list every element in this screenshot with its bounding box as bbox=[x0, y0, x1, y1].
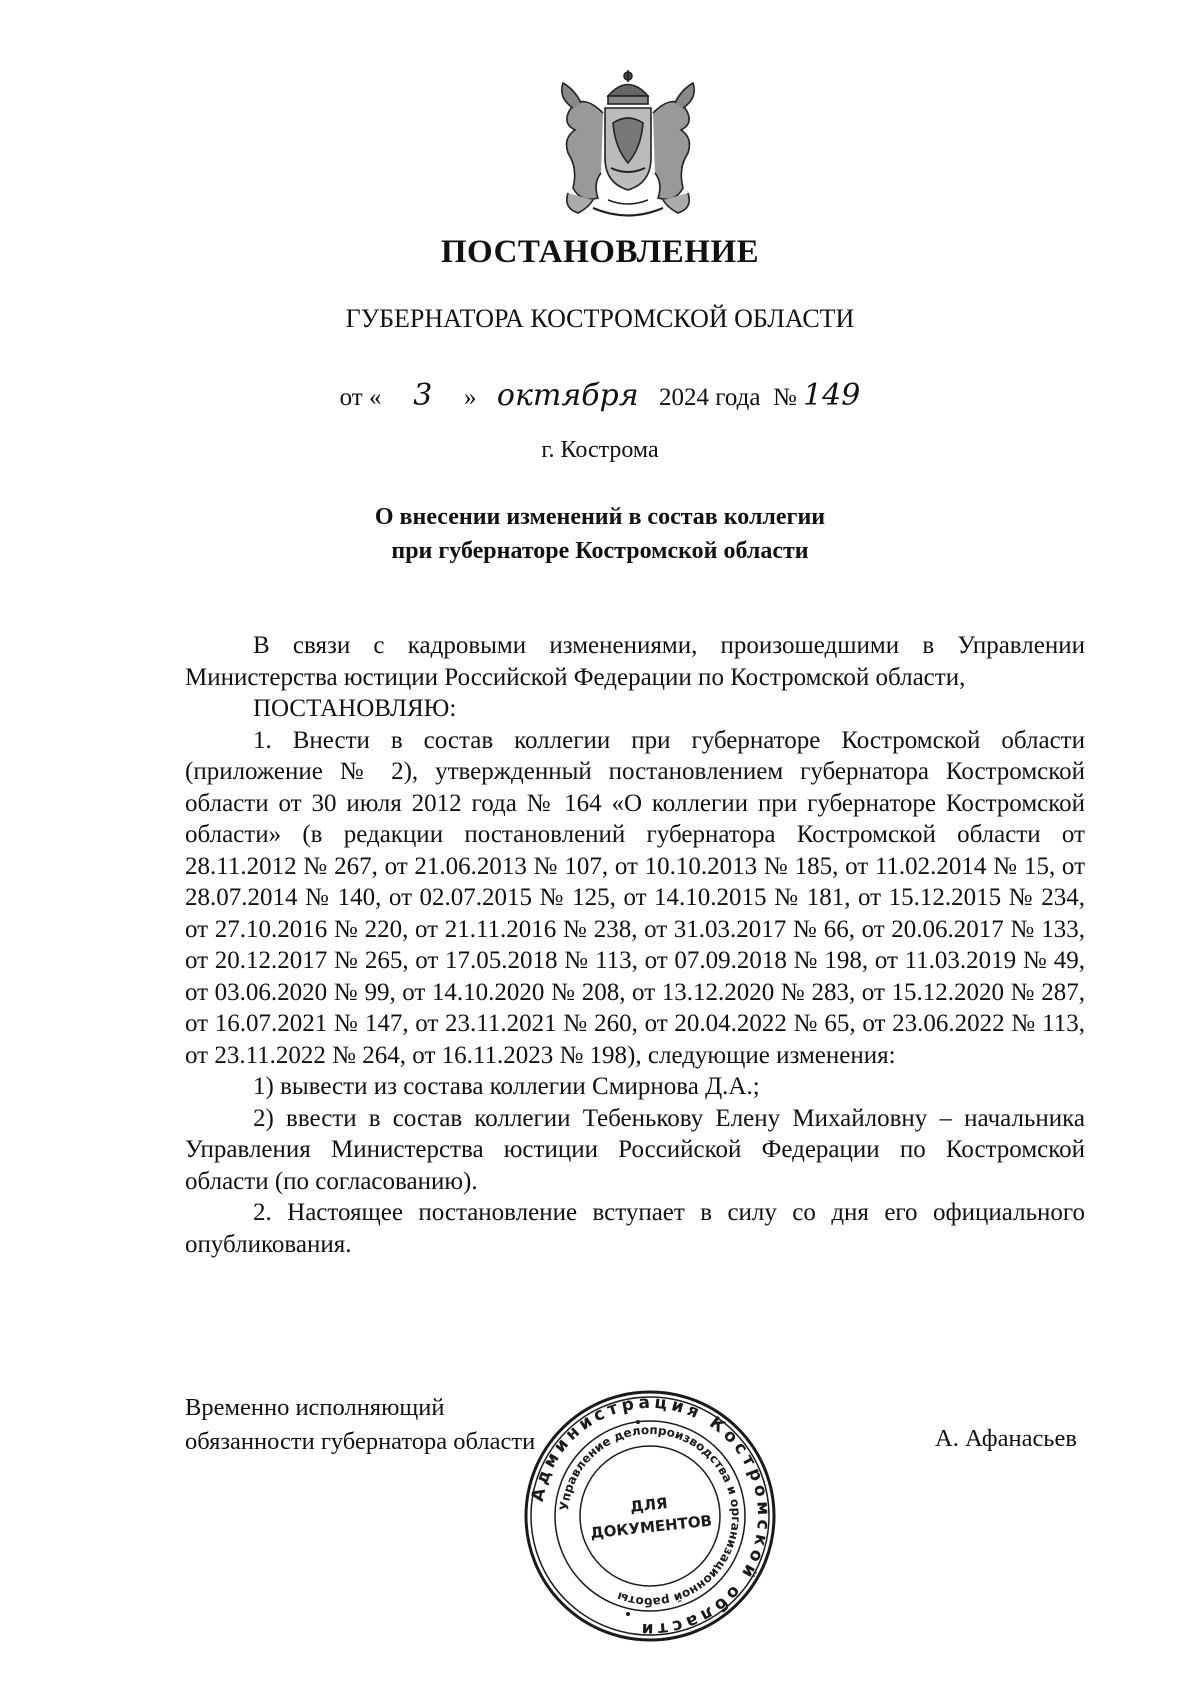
number-prefix: № bbox=[772, 384, 797, 411]
position-line-1: Временно исполняющий bbox=[185, 1394, 445, 1421]
item-1-paragraph: 1. Внести в состав коллегии при губернаторе Костромской области (приложение № 2), утвержденный постановлением губернатора Костромской области от 30 июля 2012 года № 164 «О коллегии при губернаторе Костромской области» (в редакции постановлений губернатора Костромской области от 28.11.2012 № 267, от 21.06.2013 № 107, от 10.10.2013 № 185, от 11.02.2014 № 15, от 28.07.2014 № 140, от 02.07.2015 № 125, от 14.10.2015 № 181, от 15.12.2015 № 234, от 27.10.2016 № 220, от 21.11.2016 № 238, от 31.03.2017 № 66, от 20.06.2017 № 133, от 20.12.2017 № 265, от 17.05.2018 № 113, от 07.09.2018 № 198, от 11.03.2019 № 49, от 03.06.2020 № 99, от 14.10.2020 № 208, от 13.12.2020 № 283, от 15.12.2020 № 287, от 16.07.2021 № 147, от 23.11.2021 № 260, от 20.04.2022 № 65, от 23.06.2022 № 113, от 23.11.2022 № 264, от 16.11.2023 № 198), следующие изменения: bbox=[185, 726, 1085, 1069]
position-line-2: обязанности губернатора области bbox=[185, 1428, 536, 1455]
document-body bbox=[185, 630, 1085, 1260]
item-2-paragraph: 2. Настоящее постановление вступает в силу со дня его официального опубликования. bbox=[185, 1199, 1085, 1258]
intro-paragraph: В связи с кадровыми изменениями, произошедшими в Управлении Министерства юстиции Российской Федерации по Костромской области, bbox=[185, 632, 1085, 691]
date-after-day: » bbox=[464, 384, 477, 411]
issuer-title: ГУБЕРНАТОРА КОСТРОМСКОЙ ОБЛАСТИ bbox=[345, 304, 855, 333]
coat-of-arms-emblem bbox=[553, 68, 703, 223]
heading-line-1: О внесении изменений в состав коллегии bbox=[374, 504, 826, 530]
date-prefix: от « bbox=[339, 384, 382, 411]
stamp-outer-text: Администрация Костромской области bbox=[527, 1392, 774, 1640]
item-1-sub-2: 2) ввести в состав коллегии Тебенькову Елену Михайловну – начальника Управления Министерства юстиции Российской Федерации по Костромской области (по согласованию). bbox=[185, 1104, 1085, 1195]
document-number: 149 bbox=[803, 378, 861, 413]
date-month: октября bbox=[496, 378, 639, 413]
resolve-paragraph: ПОСТАНОВЛЯЮ: bbox=[253, 695, 457, 722]
stamp-inner-text: Управление делопроизводства и организационной работы bbox=[557, 1422, 744, 1610]
date-year: 2024 года bbox=[659, 384, 761, 411]
item-1-sub-1: 1) вывести из состава коллегии Смирнова Д.А.; bbox=[253, 1073, 760, 1100]
date-day: 3 bbox=[413, 378, 433, 413]
document-heading bbox=[0, 500, 1200, 568]
date-line bbox=[0, 378, 1200, 413]
official-stamp bbox=[520, 1386, 780, 1646]
city-label: г. Кострома bbox=[541, 437, 659, 463]
stamp-center-line-2: ДОКУМЕНТОВ bbox=[589, 1511, 713, 1543]
heading-line-2: при губернаторе Костромской области bbox=[391, 538, 809, 564]
signatory-position bbox=[185, 1391, 535, 1459]
stamp-center-line-1: ДЛЯ bbox=[629, 1494, 669, 1516]
document-title: ПОСТАНОВЛЕНИЕ bbox=[440, 234, 760, 270]
signatory-name: А. Афанасьев bbox=[935, 1425, 1077, 1452]
